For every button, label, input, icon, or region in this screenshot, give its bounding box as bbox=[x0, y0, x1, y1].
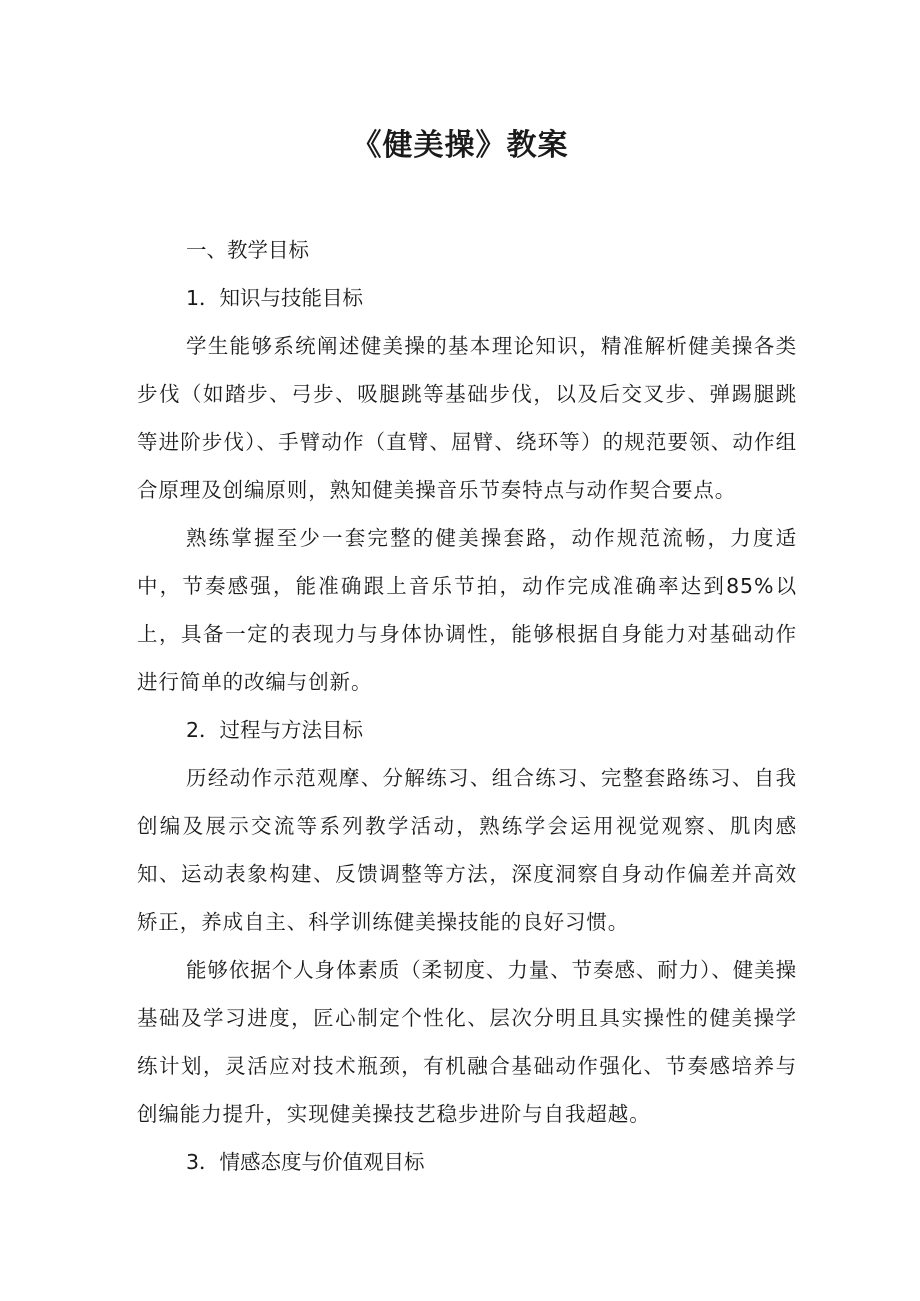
paragraph-training-plan: 能够依据个人身体素质（柔韧度、力量、节奏感、耐力）、健美操基础及学习进度，匠心制定个性化、层次分明且具实操性的健美操学练计划，灵活应对技术瓶颈，有机融合基础动作强化、节奏感培养与创编能力提升，实现健美操技艺稳步进阶与自我超越。 bbox=[137, 958, 797, 1126]
section-heading-teaching-goals: 一、教学目标 bbox=[186, 238, 309, 262]
paragraph-routine-mastery: 熟练掌握至少一套完整的健美操套路，动作规范流畅，力度适中，节奏感强，能准确跟上音乐节拍，动作完成准确率达到85%以上，具备一定的表现力与身体协调性，能够根据自身能力对基础动作进行简单的改编与创新。 bbox=[137, 526, 797, 694]
subheading-emotion-values: 3．情感态度与价值观目标 bbox=[186, 1150, 425, 1174]
document-title: 《健美操》教案 bbox=[351, 128, 569, 163]
subheading-knowledge-skills: 1．知识与技能目标 bbox=[186, 286, 364, 310]
paragraph-theory-knowledge: 学生能够系统阐述健美操的基本理论知识，精准解析健美操各类步伐（如踏步、弓步、吸腿跳等基础步伐，以及后交叉步、弹踢腿跳等进阶步伐）、手臂动作（直臂、屈臂、绕环等）的规范要领、动作组合原理及创编原则，熟知健美操音乐节奏特点与动作契合要点。 bbox=[137, 334, 797, 502]
subheading-process-methods: 2．过程与方法目标 bbox=[186, 718, 364, 742]
document-body bbox=[137, 226, 797, 1186]
paragraph-practice-methods: 历经动作示范观摩、分解练习、组合练习、完整套路练习、自我创编及展示交流等系列教学活动，熟练学会运用视觉观察、肌肉感知、运动表象构建、反馈调整等方法，深度洞察自身动作偏差并高效矫正，养成自主、科学训练健美操技能的良好习惯。 bbox=[137, 766, 797, 934]
